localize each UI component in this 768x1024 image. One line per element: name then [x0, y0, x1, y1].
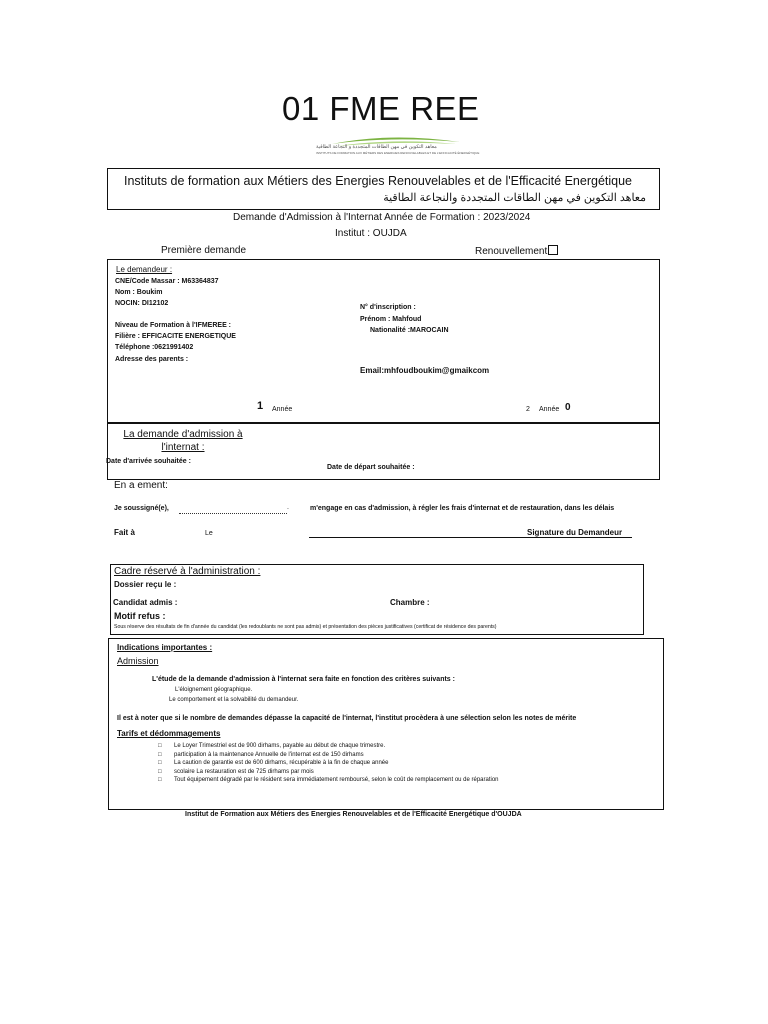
internat-heading-line2: l'internat : [161, 442, 205, 453]
criteria-intro: L'étude de la demande d'admission à l'internat sera faite en fonction des critères suivants : [152, 676, 455, 683]
signature-label: Signature du Demandeur [527, 528, 623, 537]
admin-heading [114, 566, 260, 577]
first-request-label: Première demande [161, 245, 247, 256]
logo-arabic-text: معاهد التكوين في مهن الطاقات المتجددة و النجاعة الطاقية [316, 144, 437, 150]
cne-field: CNE/Code Massar : M63364837 [115, 278, 219, 285]
first-name-field: Prénom : Mahfoud [360, 316, 422, 323]
last-name-field: Nom : Boukim [115, 289, 163, 296]
institute-logo [310, 134, 480, 158]
phone-field: Téléphone :0621991402 [115, 344, 194, 351]
date-label: Le [205, 530, 213, 537]
internat-heading-line1: La demande d'admission à [123, 429, 243, 440]
criterion-distance: L'éloignement géographique. [175, 687, 253, 693]
renewal-option[interactable] [475, 245, 558, 257]
tarif-item: □ participation à la maintenance Annuelle de l'internat est de 150 dirhams [158, 751, 499, 760]
renewal-checkbox[interactable] [548, 245, 558, 255]
institute-name: Institut : OUJDA [335, 228, 407, 239]
title-box [107, 168, 660, 210]
room-field: Chambre : [390, 598, 430, 607]
renewal-label: Renouvellement [475, 246, 548, 257]
email-field: Email:mhfoudboukim@gmaikcom [360, 366, 490, 375]
footer-institute: Institut de Formation aux Métiers des Energies Renouvelables et de l'Efficacité Energétique d'OUJDA [185, 811, 522, 818]
tarif-item: □ Tout équipement dégradé par le résident sera immédiatement remboursé, selon le coût de remplacement ou de réparation [158, 776, 499, 785]
departure-date-field: Date de départ souhaitée : [327, 464, 415, 471]
commitment-text: m'engage en cas d'admission, à régler les frais d'internat et de restauration, dans les délais [310, 505, 615, 512]
undersigned-name-line[interactable] [179, 513, 287, 514]
title-arabic: معاهد التكوين في مهن الطاقات المتجددة والنجاعة الطاقية [383, 192, 646, 204]
administration-box [110, 564, 644, 635]
undersigned-dot: . [287, 504, 289, 511]
tarif-item: □ scolaire La restauration est de 725 dirhams par mois [158, 768, 499, 777]
admin-heading-text: Cadre réservé à l'administration : [114, 566, 261, 577]
selection-note: Il est à noter que si le nombre de demandes dépasse la capacité de l'internat, l'institut procèdera à une sélection selon les notes de mérite [117, 715, 577, 722]
indications-heading-text: Indications importantes : [117, 643, 213, 652]
admin-note: Sous réserve des résultats de fin d'année du candidat (les redoublants ne sont pas admis) et présentation des pièces justificatives (certificat de résidence des parents) [114, 624, 497, 630]
parents-address-field: Adresse des parents : [115, 356, 189, 363]
arrival-date-field: Date d'arrivée souhaitée : [106, 458, 191, 465]
admission-subheading: Admission [117, 656, 159, 666]
registration-number-field: N° d'inscription : [360, 304, 416, 311]
year2-number: 2 [526, 406, 530, 413]
tarif-item: □ Le Loyer Trimestriel est de 900 dirhams, payable au début de chaque trimestre. [158, 742, 499, 751]
tarif-item: □ La caution de garantie est de 600 dirhams, récupérable à la fin de chaque année [158, 759, 499, 768]
signature-line[interactable] [309, 537, 632, 538]
tarifs-list [158, 742, 499, 785]
nationality-field: Nationalité :MAROCAIN [370, 327, 449, 334]
applicant-heading: Le demandeur : [116, 265, 173, 274]
year2-value: 0 [565, 402, 571, 413]
undersigned-label: Je soussigné(e), [114, 505, 169, 512]
year2-label: Année [539, 406, 560, 413]
indications-heading [117, 643, 212, 652]
candidate-admitted-field: Candidat admis : [113, 598, 178, 607]
document-code: 01 FME REE [282, 90, 480, 127]
title-french: Instituts de formation aux Métiers des Energies Renouvelables et de l'Efficacité Energétique [124, 174, 632, 188]
program-field: Filière : EFFICACITE ENERGETIQUE [115, 333, 236, 340]
year1-label: Année [272, 406, 293, 413]
internat-heading [118, 428, 248, 454]
criterion-behavior: Le comportement et la solvabilité du demandeur. [169, 697, 299, 703]
nocin-field: NOCIN: DI12102 [115, 300, 169, 307]
applicant-box [107, 259, 660, 423]
year1-number: 1 [257, 400, 264, 412]
training-level-field: Niveau de Formation à l'IFMEREE : [115, 322, 232, 329]
engagement-heading: En a ement: [114, 480, 168, 491]
form-subtitle: Demande d'Admission à l'Internat Année de Formation : 2023/2024 [233, 212, 531, 223]
logo-french-text: INSTITUTS DE FORMATION AUX MÉTIERS DES ENERGIES RENOUVELABLES ET DE L'EFFICACITÉ ÉNERGÉTIQUE [316, 151, 480, 155]
dossier-received-field: Dossier reçu le : [114, 580, 177, 589]
refusal-reason-field: Motif refus : [114, 611, 166, 621]
tarifs-heading: Tarifs et dédommagements [117, 729, 221, 738]
fait-a-label: Fait à [114, 528, 135, 537]
internat-box [107, 423, 660, 480]
